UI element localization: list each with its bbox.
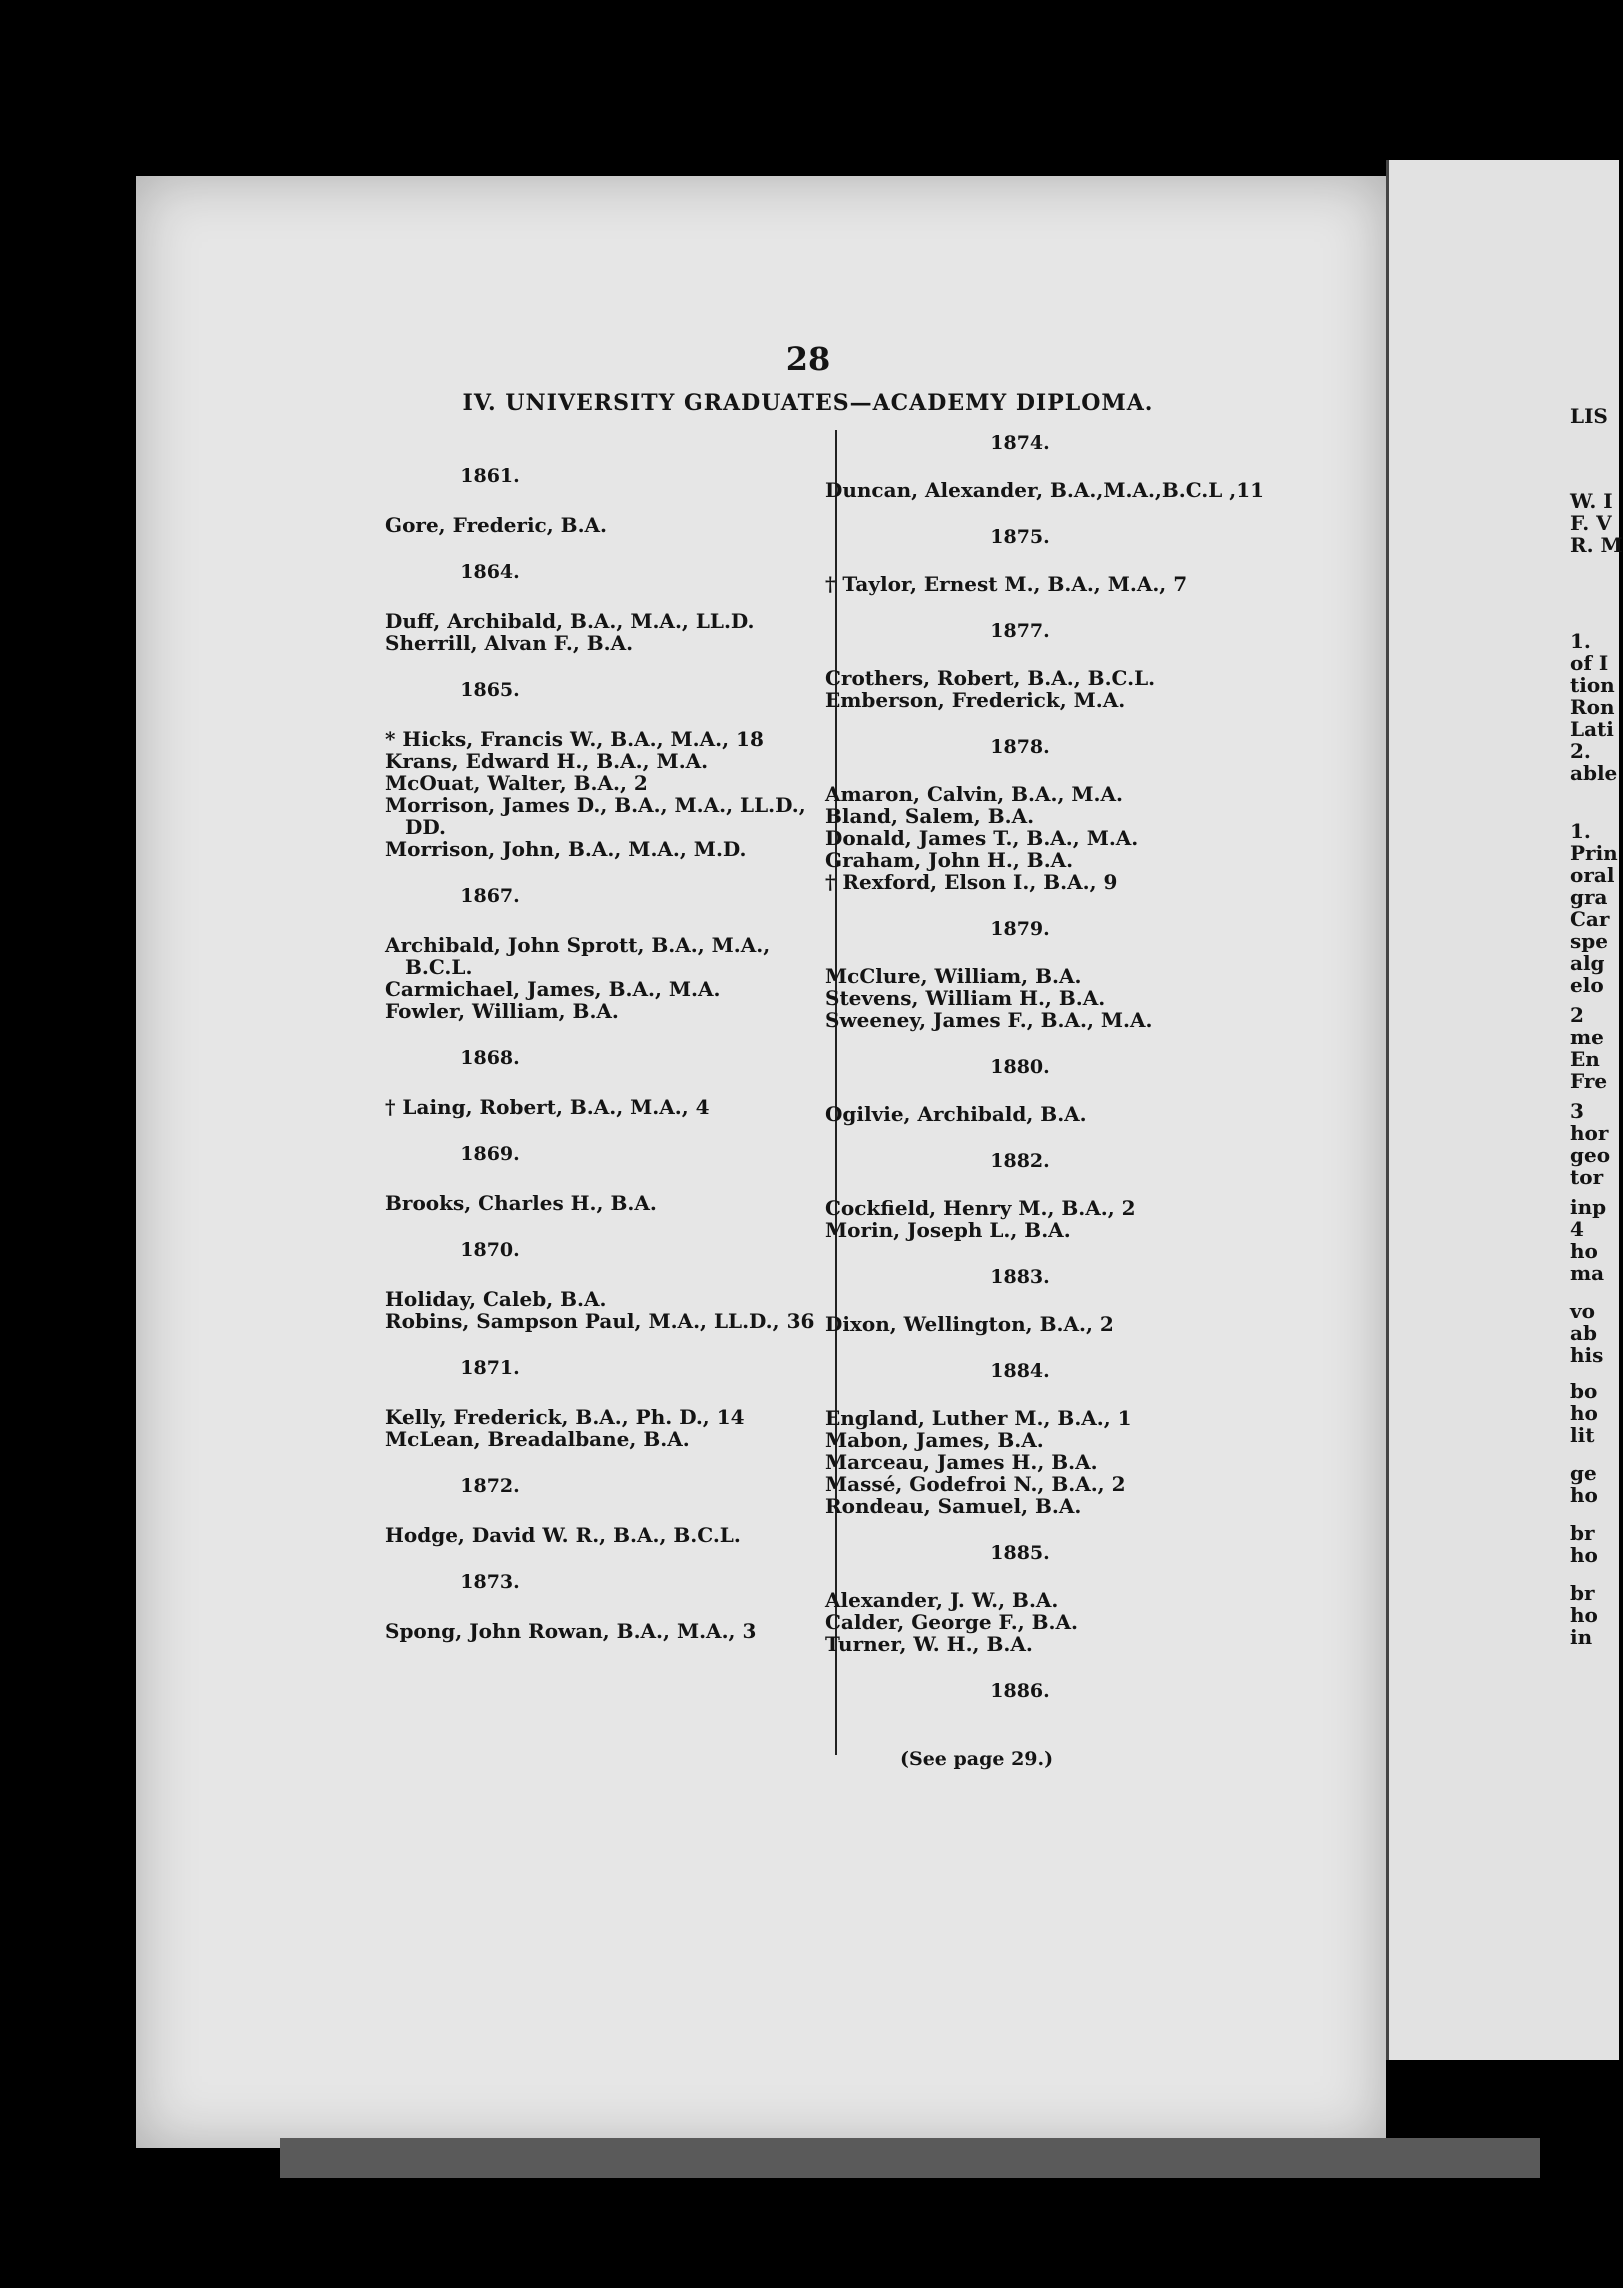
graduate-entry: Graham, John H., B.A. (825, 848, 1074, 872)
facing-page-fragment: br (1570, 1521, 1595, 1545)
facing-page-fragment: able (1570, 761, 1618, 785)
facing-page-fragment: in (1570, 1625, 1593, 1649)
facing-page-fragment: ho (1570, 1239, 1598, 1263)
facing-page-fragment: LIS (1570, 404, 1608, 428)
facing-page-fragment: ho (1570, 1603, 1598, 1627)
graduate-entry: Crothers, Robert, B.A., B.C.L. (825, 666, 1156, 690)
year-heading: 1874. (990, 432, 1050, 454)
facing-page-fragment: Lati (1570, 717, 1614, 741)
graduate-entry: McClure, William, B.A. (825, 964, 1082, 988)
graduate-entry: McOuat, Walter, B.A., 2 (385, 771, 648, 795)
facing-page-fragment: Fre (1570, 1069, 1608, 1093)
year-heading: 1864. (460, 561, 520, 583)
graduate-entry: DD. (405, 815, 446, 839)
facing-page-fragment: inp (1570, 1195, 1607, 1219)
graduate-entry: Donald, James T., B.A., M.A. (825, 826, 1139, 850)
graduate-entry: Sherrill, Alvan F., B.A. (385, 631, 634, 655)
graduate-entry: † Rexford, Elson I., B.A., 9 (825, 870, 1118, 894)
facing-page-fragment: me (1570, 1025, 1604, 1049)
facing-page-fragment: ma (1570, 1261, 1605, 1285)
facing-page-fragment: R. M (1570, 533, 1623, 557)
graduate-entry: Krans, Edward H., B.A., M.A. (385, 749, 709, 773)
year-heading: 1875. (990, 526, 1050, 548)
section-title: IV. UNIVERSITY GRADUATES—ACADEMY DIPLOMA. (462, 390, 1154, 416)
year-heading: 1870. (460, 1239, 520, 1261)
graduate-entry: Marceau, James H., B.A. (825, 1450, 1098, 1474)
facing-page-fragment: 2 (1570, 1003, 1584, 1027)
facing-page-fragment: spe (1570, 929, 1608, 953)
graduate-entry: Holiday, Caleb, B.A. (385, 1287, 607, 1311)
year-heading: 1872. (460, 1475, 520, 1497)
year-heading: 1886. (990, 1680, 1050, 1702)
facing-page-fragment: En (1570, 1047, 1600, 1071)
graduate-entry: England, Luther M., B.A., 1 (825, 1406, 1132, 1430)
graduate-entry: Duncan, Alexander, B.A.,M.A.,B.C.L ,11 (825, 478, 1265, 502)
facing-page-fragment: 4 (1570, 1217, 1584, 1241)
year-heading: 1867. (460, 885, 520, 907)
facing-page-fragment: br (1570, 1581, 1595, 1605)
graduate-entry: Hodge, David W. R., B.A., B.C.L. (385, 1523, 741, 1547)
year-heading: 1884. (990, 1360, 1050, 1382)
page-sheet (136, 176, 1386, 2148)
page-number: 28 (785, 340, 831, 378)
graduate-entry: Dixon, Wellington, B.A., 2 (825, 1312, 1114, 1336)
footer-note: (See page 29.) (900, 1748, 1054, 1770)
graduate-entry: Calder, George F., B.A. (825, 1610, 1078, 1634)
page-edge-shadow (280, 2138, 1540, 2178)
facing-page-fragment: 1. (1570, 819, 1591, 843)
graduate-entry: B.C.L. (405, 955, 473, 979)
graduate-entry: Turner, W. H., B.A. (825, 1632, 1033, 1656)
graduate-entry: Morrison, James D., B.A., M.A., LL.D., (385, 793, 806, 817)
facing-page-fragment: lit (1570, 1423, 1595, 1447)
graduate-entry: † Taylor, Ernest M., B.A., M.A., 7 (825, 572, 1188, 596)
graduate-entry: Sweeney, James F., B.A., M.A. (825, 1008, 1153, 1032)
graduate-entry: Amaron, Calvin, B.A., M.A. (825, 782, 1123, 806)
year-heading: 1879. (990, 918, 1050, 940)
facing-page-fragment: tor (1570, 1165, 1604, 1189)
facing-page-fragment: ho (1570, 1483, 1598, 1507)
facing-page-fragment: alg (1570, 951, 1605, 975)
facing-page-fragment: hor (1570, 1121, 1609, 1145)
facing-page-fragment: tion (1570, 673, 1615, 697)
graduate-entry: McLean, Breadalbane, B.A. (385, 1427, 690, 1451)
facing-page-fragment: geo (1570, 1143, 1611, 1167)
facing-page-fragment: of I (1570, 651, 1609, 675)
facing-page-fragment: gra (1570, 885, 1608, 909)
graduate-entry: Duff, Archibald, B.A., M.A., LL.D. (385, 609, 755, 633)
graduate-entry: Robins, Sampson Paul, M.A., LL.D., 36 (385, 1309, 815, 1333)
year-heading: 1871. (460, 1357, 520, 1379)
year-heading: 1861. (460, 465, 520, 487)
facing-page-fragment: ge (1570, 1461, 1597, 1485)
facing-page-fragment: 2. (1570, 739, 1591, 763)
graduate-entry: * Hicks, Francis W., B.A., M.A., 18 (385, 727, 764, 751)
graduate-entry: Carmichael, James, B.A., M.A. (385, 977, 721, 1001)
facing-page-fragment: bo (1570, 1379, 1598, 1403)
year-heading: 1865. (460, 679, 520, 701)
graduate-entry: Fowler, William, B.A. (385, 999, 619, 1023)
graduate-entry: Rondeau, Samuel, B.A. (825, 1494, 1082, 1518)
facing-page-fragment: vo (1570, 1299, 1595, 1323)
facing-page-fragment: F. V (1570, 511, 1612, 535)
facing-page-fragment: Car (1570, 907, 1610, 931)
facing-page-fragment: Prin (1570, 841, 1618, 865)
graduate-entry: Alexander, J. W., B.A. (825, 1588, 1059, 1612)
column-divider (835, 430, 837, 1755)
graduate-entry: Morin, Joseph L., B.A. (825, 1218, 1071, 1242)
graduate-entry: Cockfield, Henry M., B.A., 2 (825, 1196, 1136, 1220)
year-heading: 1868. (460, 1047, 520, 1069)
graduate-entry: Morrison, John, B.A., M.A., M.D. (385, 837, 747, 861)
graduate-entry: Kelly, Frederick, B.A., Ph. D., 14 (385, 1405, 745, 1429)
facing-page-fragment: elo (1570, 973, 1604, 997)
graduate-entry: Archibald, John Sprott, B.A., M.A., (385, 933, 771, 957)
year-heading: 1885. (990, 1542, 1050, 1564)
year-heading: 1883. (990, 1266, 1050, 1288)
year-heading: 1869. (460, 1143, 520, 1165)
graduate-entry: † Laing, Robert, B.A., M.A., 4 (385, 1095, 710, 1119)
year-heading: 1882. (990, 1150, 1050, 1172)
year-heading: 1873. (460, 1571, 520, 1593)
graduate-entry: Mabon, James, B.A. (825, 1428, 1044, 1452)
facing-page-fragment: ab (1570, 1321, 1597, 1345)
year-heading: 1878. (990, 736, 1050, 758)
graduate-entry: Brooks, Charles H., B.A. (385, 1191, 657, 1215)
facing-page-fragment: W. I (1570, 489, 1613, 513)
facing-page-fragment: 1. (1570, 629, 1591, 653)
graduate-entry: Spong, John Rowan, B.A., M.A., 3 (385, 1619, 757, 1643)
facing-page-fragment: his (1570, 1343, 1604, 1367)
facing-page-fragment: Ron (1570, 695, 1615, 719)
facing-page-fragment: 3 (1570, 1099, 1584, 1123)
graduate-entry: Emberson, Frederick, M.A. (825, 688, 1126, 712)
facing-page-fragment: ho (1570, 1543, 1598, 1567)
graduate-entry: Stevens, William H., B.A. (825, 986, 1106, 1010)
year-heading: 1880. (990, 1056, 1050, 1078)
facing-page-fragment: ho (1570, 1401, 1598, 1425)
graduate-entry: Gore, Frederic, B.A. (385, 513, 608, 537)
graduate-entry: Ogilvie, Archibald, B.A. (825, 1102, 1087, 1126)
graduate-entry: Bland, Salem, B.A. (825, 804, 1035, 828)
graduate-entry: Massé, Godefroi N., B.A., 2 (825, 1472, 1126, 1496)
year-heading: 1877. (990, 620, 1050, 642)
facing-page-fragment: oral (1570, 863, 1615, 887)
